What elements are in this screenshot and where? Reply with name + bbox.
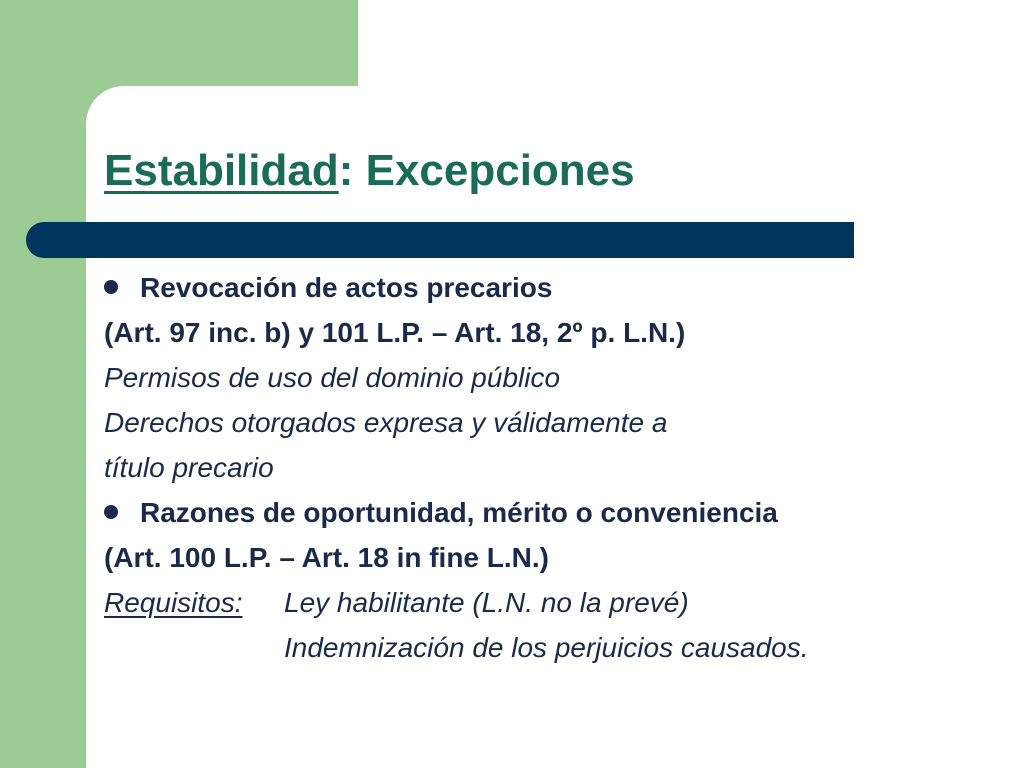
- requisitos-label: Requisitos:: [104, 587, 243, 618]
- title-underlined-word: Estabilidad: [104, 146, 339, 195]
- detail-line: Permisos de uso del dominio público: [104, 362, 561, 393]
- bullet-dot-icon: [104, 505, 118, 519]
- slide-title: [104, 140, 635, 202]
- bullet-item-razones: [104, 493, 778, 533]
- bullet-heading: Revocación de actos precarios: [140, 272, 553, 303]
- bullet-reference: (Art. 100 L.P. – Art. 18 in fine L.N.): [104, 542, 549, 573]
- detail-line: título precario: [104, 452, 274, 483]
- requisito-item: Indemnización de los perjuicios causados.: [284, 632, 809, 663]
- bullet-item-revocacion: [104, 268, 552, 308]
- detail-line: Derechos otorgados expresa y válidamente a: [104, 407, 668, 438]
- title-divider-bar: [26, 222, 854, 258]
- requisito-item: Ley habilitante (L.N. no la prevé): [284, 587, 689, 618]
- bullet-reference: (Art. 97 inc. b) y 101 L.P. – Art. 18, 2º p. L.N.): [104, 317, 686, 348]
- bullet-heading: Razones de oportunidad, mérito o conveniencia: [140, 497, 778, 528]
- title-rest: : Excepciones: [338, 146, 635, 195]
- requisitos-row: [104, 583, 243, 623]
- bullet-dot-icon: [104, 280, 118, 294]
